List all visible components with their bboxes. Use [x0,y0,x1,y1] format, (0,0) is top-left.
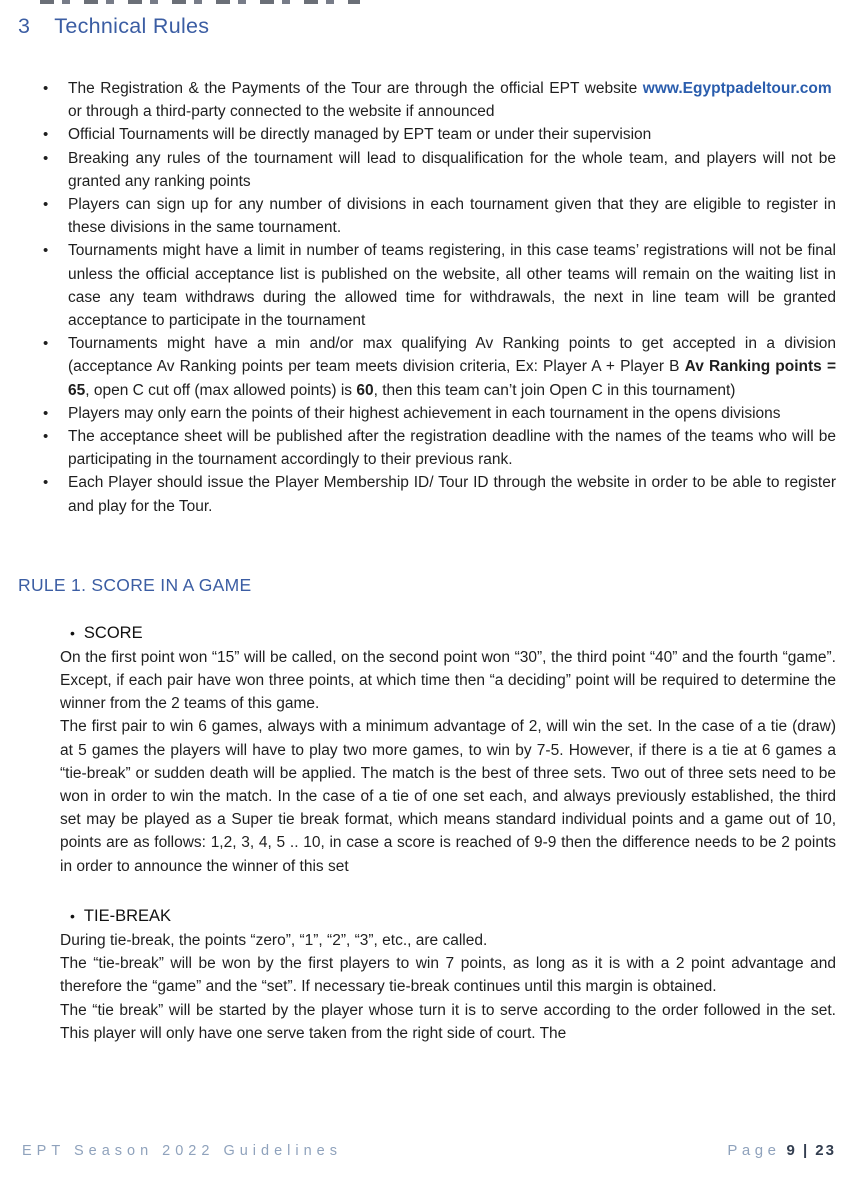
text-run: Breaking any rules of the tournament will lead to disqualification for the whole team, and players will not be granted any ranking points [68,149,836,190]
bullet-item [62,123,836,146]
bullet-item [62,147,836,193]
scan-artifact [40,0,360,4]
text-run: , open C cut off (max allowed points) is [85,381,357,399]
bullet-icon: • [70,624,75,641]
bold-text: 60 [356,381,374,399]
score-paragraphs [60,646,836,878]
page-footer [22,1142,836,1159]
bullet-item [62,471,836,517]
score-label-text: SCORE [83,623,143,642]
bullet-item [62,425,836,471]
paragraph: The first pair to win 6 games, always with a minimum advantage of 2, will win the set. In the case of a tie (draw) at 5 games the players will have to play two more games, to win by 7-5. However, if there is a tie at 6 games a “tie-break” or sudden death will be applied. The match is the best of three sets. Two out of three sets need to be won in order to win the match. In the case of a tie of one set each, and always previously established, the third set may be played as a Super tie break format, which means standard individual points and a game out of 10, points are as follows: 1,2, 3, 4, 5 .. 10, in case a score is reached of 9-9 then the difference needs to be 2 points in order to announce the winner of this set [60,718,836,875]
text-run: Tournaments might have a limit in number of teams registering, in this case teams’ registrations will not be final unless the official acceptance list is published on the website, all other teams will remain on the waiting list in case any team withdraws during the allowed time for withdrawals, the next in line team will be granted acceptance to participate in the tournament [68,242,836,330]
text-run: Official Tournaments will be directly managed by EPT team or under their supervision [68,126,652,144]
bullet-item [62,193,836,239]
text-run: The Registration & the Payments of the Tour are through the official EPT website [68,80,643,97]
score-label [70,622,836,644]
tiebreak-label-text: TIE-BREAK [83,906,172,925]
bullet-icon: • [70,907,75,924]
bullet-list [18,77,836,518]
rule1-heading: RULE 1. SCORE IN A GAME [18,574,252,595]
tiebreak-label [70,905,836,927]
page-number: 9 | 23 [786,1142,836,1159]
text-run: Tournaments might have a min and/or max qualifying Av Ranking points to get accepted in a division (acceptance Av Ranking points per team meets division criteria, Ex: Player A + Player B [68,335,836,376]
paragraph: On the first point won “15” will be called, on the second point won “30”, the third point “40” and the fourth “game”. Except, if each pair have won three points, at which time then “a deciding” point will be required to determine the winner from the 2 teams of this game. [60,648,836,713]
text-run: The acceptance sheet will be published after the registration deadline with the names of the teams who will be participating in the tournament accordingly to their previous rank. [68,428,836,469]
tiebreak-section [18,905,836,1045]
section-title: Technical Rules [54,14,210,38]
page-label: Page [727,1142,781,1159]
bullet-item [62,332,836,402]
score-section [18,622,836,878]
text-run: , then this team can’t join Open C in this tournament) [373,381,736,399]
paragraph: The “tie break” will be started by the player whose turn it is to serve according to the order followed in the set. This player will only have one serve taken from the right side of court. The [60,1001,836,1042]
text-run: or through a third-party connected to the website if announced [68,80,836,121]
footer-page-indicator [727,1142,836,1159]
text-run: Players can sign up for any number of divisions in each tournament given that they are eligible to register in these divisions in the same tournament. [68,196,836,237]
bullet-item [62,77,836,123]
bullet-item [62,239,836,332]
text-run: Each Player should issue the Player Membership ID/ Tour ID through the website in order to be able to register and play for the Tour. [68,474,836,515]
bold-text: Av Ranking points = 65 [68,358,836,399]
spacer [18,878,836,879]
section-heading [18,12,836,40]
section-number: 3 [18,14,31,38]
tiebreak-paragraphs [60,929,836,1045]
ept-website-link[interactable]: www.Egyptpadeltour.com [642,80,832,97]
text-run: Players may only earn the points of their highest achievement in each tournament in the opens divisions [68,404,781,422]
bullet-item [62,402,836,425]
paragraph: The “tie-break” will be won by the first players to win 7 points, as long as it is with a 2 point advantage and therefore the “game” and the “set”. If necessary tie-break continues until this margin is obtained. [60,955,836,996]
paragraph: During tie-break, the points “zero”, “1”, “2”, “3”, etc., are called. [60,931,488,949]
footer-document-title: EPT Season 2022 Guidelines [22,1143,342,1159]
